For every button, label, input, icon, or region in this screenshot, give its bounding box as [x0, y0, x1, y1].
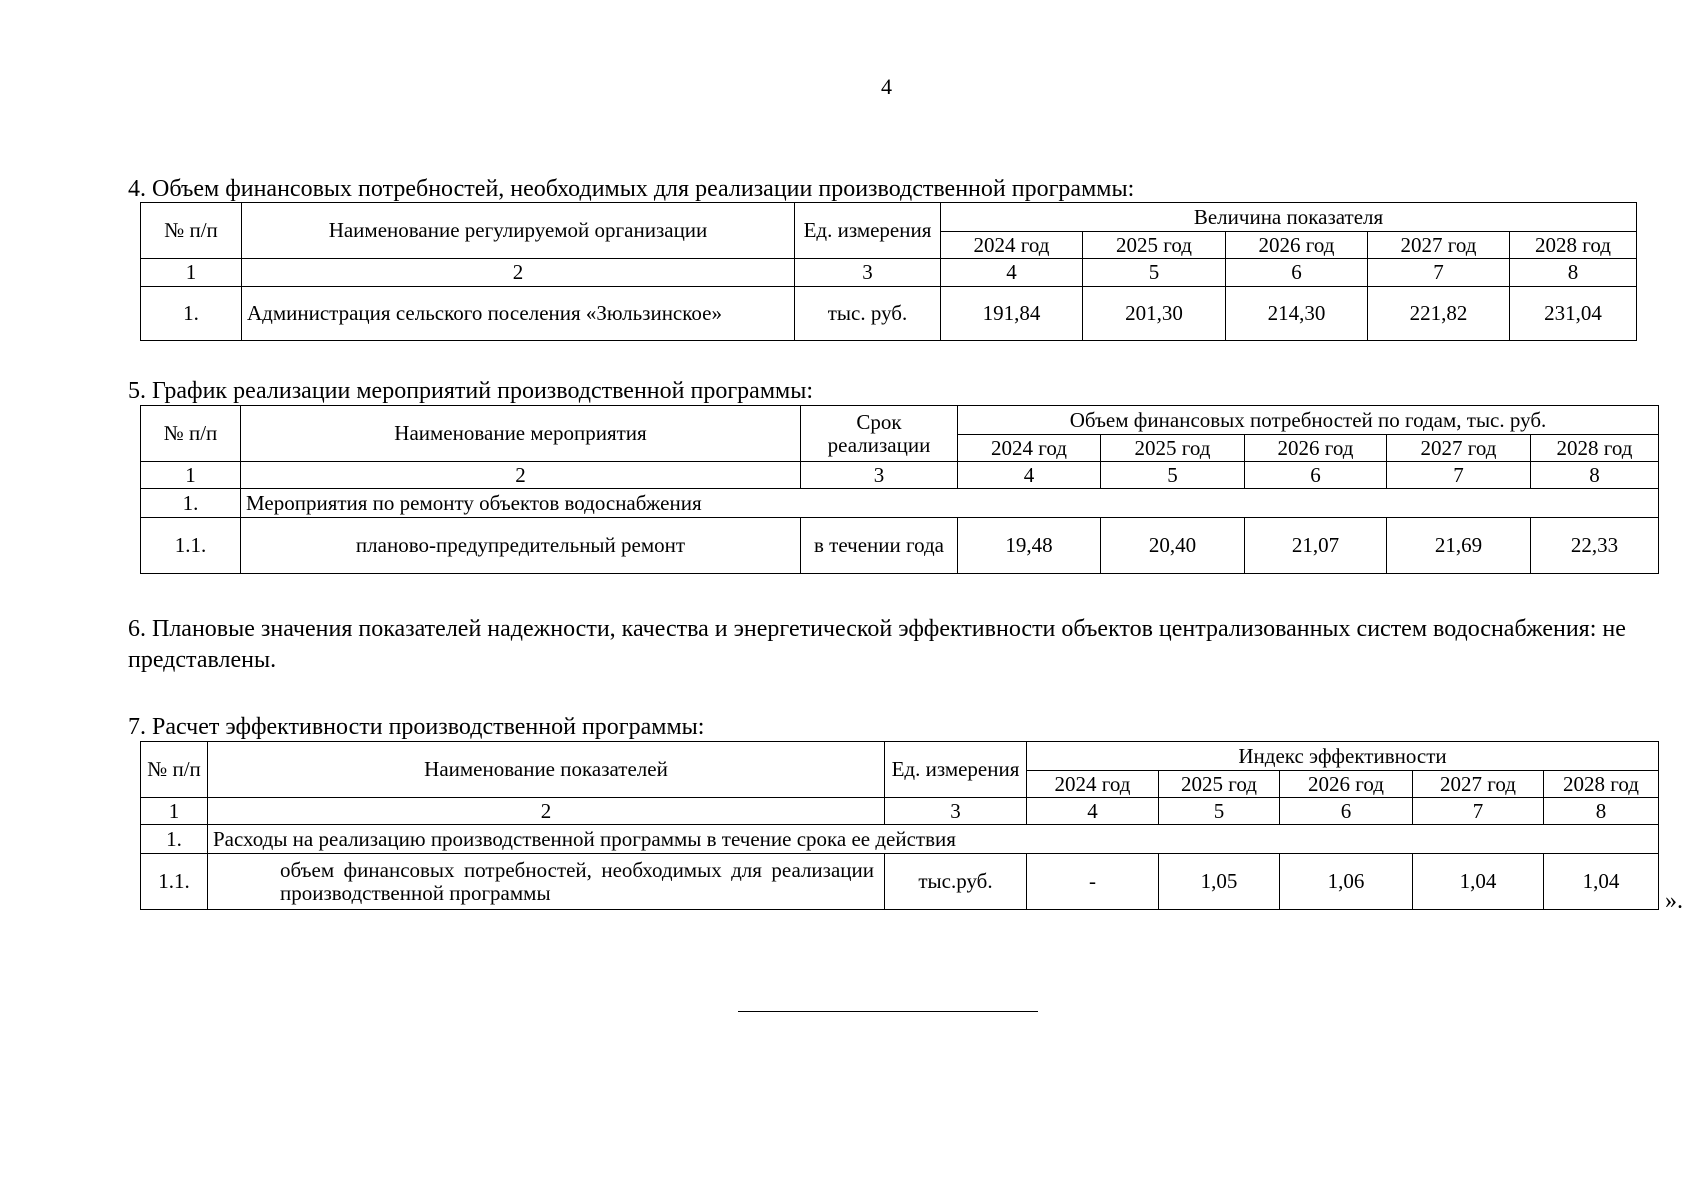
row-value: 191,84: [941, 287, 1083, 341]
row-value: 214,30: [1226, 287, 1368, 341]
col-number: 4: [1027, 798, 1159, 825]
row-unit: тыс. руб.: [795, 287, 941, 341]
header-num: № п/п: [141, 203, 242, 259]
section-4-table: [140, 202, 1637, 341]
header-year: 2024 год: [1027, 771, 1159, 798]
col-number: 1: [141, 259, 242, 287]
row-value: 1,04: [1544, 854, 1659, 910]
section-5-table: [140, 405, 1659, 574]
col-number: 2: [208, 798, 885, 825]
col-number: 8: [1510, 259, 1637, 287]
header-year: 2026 год: [1245, 435, 1387, 462]
col-number: 5: [1101, 462, 1245, 489]
col-number: 7: [1387, 462, 1531, 489]
col-number: 5: [1159, 798, 1280, 825]
group-num: 1.: [141, 489, 241, 518]
row-term: в течении года: [801, 518, 958, 574]
row-value: 19,48: [958, 518, 1101, 574]
row-num: 1.: [141, 287, 242, 341]
header-year: 2026 год: [1226, 232, 1368, 259]
header-year: 2025 год: [1083, 232, 1226, 259]
closing-quote-mark: ».: [1665, 888, 1683, 914]
header-name: Наименование регулируемой организации: [242, 203, 795, 259]
header-num: № п/п: [141, 406, 241, 462]
header-num: № п/п: [141, 742, 208, 798]
header-year: 2027 год: [1387, 435, 1531, 462]
table-row: [141, 854, 1659, 910]
header-year: 2025 год: [1159, 771, 1280, 798]
header-group: Объем финансовых потребностей по годам, тыс. руб.: [958, 406, 1659, 435]
col-number: 6: [1245, 462, 1387, 489]
header-year: 2028 год: [1510, 232, 1637, 259]
end-divider-line: [738, 1011, 1038, 1012]
header-unit: Ед. измерения: [795, 203, 941, 259]
row-name: Администрация сельского поселения «Зюльзинское»: [242, 287, 795, 341]
col-number: 8: [1531, 462, 1659, 489]
row-value: 1,06: [1280, 854, 1413, 910]
header-year: 2027 год: [1413, 771, 1544, 798]
col-number: 7: [1413, 798, 1544, 825]
group-name: Мероприятия по ремонту объектов водоснабжения: [241, 489, 1659, 518]
header-year: 2028 год: [1544, 771, 1659, 798]
col-number: 7: [1368, 259, 1510, 287]
section-7-heading: 7. Расчет эффективности производственной программы:: [128, 714, 705, 740]
header-year: 2024 год: [941, 232, 1083, 259]
row-value: -: [1027, 854, 1159, 910]
section-4-heading: 4. Объем финансовых потребностей, необходимых для реализации производственной программы:: [128, 176, 1135, 202]
table-group-row: [141, 489, 1659, 518]
row-value: 20,40: [1101, 518, 1245, 574]
col-number: 2: [242, 259, 795, 287]
row-num: 1.1.: [141, 518, 241, 574]
col-number: 5: [1083, 259, 1226, 287]
page-number: 4: [881, 74, 892, 99]
row-unit: тыс.руб.: [885, 854, 1027, 910]
section-6-text: 6. Плановые значения показателей надежности, качества и энергетической эффективности объектов централизованных систем водоснабжения: не представлены.: [128, 616, 1626, 673]
col-number: 8: [1544, 798, 1659, 825]
row-num: 1.1.: [141, 854, 208, 910]
row-value: 21,07: [1245, 518, 1387, 574]
section-7-table: [140, 741, 1659, 910]
table-group-row: [141, 825, 1659, 854]
header-year: 2027 год: [1368, 232, 1510, 259]
col-number: 3: [795, 259, 941, 287]
col-number: 2: [241, 462, 801, 489]
row-name: планово-предупредительный ремонт: [241, 518, 801, 574]
row-value: 1,05: [1159, 854, 1280, 910]
row-value: 22,33: [1531, 518, 1659, 574]
header-year: 2024 год: [958, 435, 1101, 462]
header-year: 2028 год: [1531, 435, 1659, 462]
row-value: 21,69: [1387, 518, 1531, 574]
header-group: Величина показателя: [941, 203, 1637, 232]
col-number: 6: [1280, 798, 1413, 825]
table-row: [141, 287, 1637, 341]
col-number: 1: [141, 462, 241, 489]
col-number: 3: [801, 462, 958, 489]
header-year: 2025 год: [1101, 435, 1245, 462]
header-term: Срок реализации: [801, 406, 958, 462]
header-group: Индекс эффективности: [1027, 742, 1659, 771]
header-name: Наименование показателей: [208, 742, 885, 798]
row-value: 201,30: [1083, 287, 1226, 341]
header-name: Наименование мероприятия: [241, 406, 801, 462]
table-row: [141, 518, 1659, 574]
row-value: 1,04: [1413, 854, 1544, 910]
row-value: 231,04: [1510, 287, 1637, 341]
row-value: 221,82: [1368, 287, 1510, 341]
col-number: 3: [885, 798, 1027, 825]
col-number: 4: [941, 259, 1083, 287]
group-num: 1.: [141, 825, 208, 854]
col-number: 1: [141, 798, 208, 825]
section-5-heading: 5. График реализации мероприятий производственной программы:: [128, 378, 813, 404]
row-name: объем финансовых потребностей, необходимых для реализации производственной программы: [208, 854, 885, 910]
header-year: 2026 год: [1280, 771, 1413, 798]
col-number: 4: [958, 462, 1101, 489]
col-number: 6: [1226, 259, 1368, 287]
group-name: Расходы на реализацию производственной программы в течение срока ее действия: [208, 825, 1659, 854]
header-unit: Ед. измерения: [885, 742, 1027, 798]
